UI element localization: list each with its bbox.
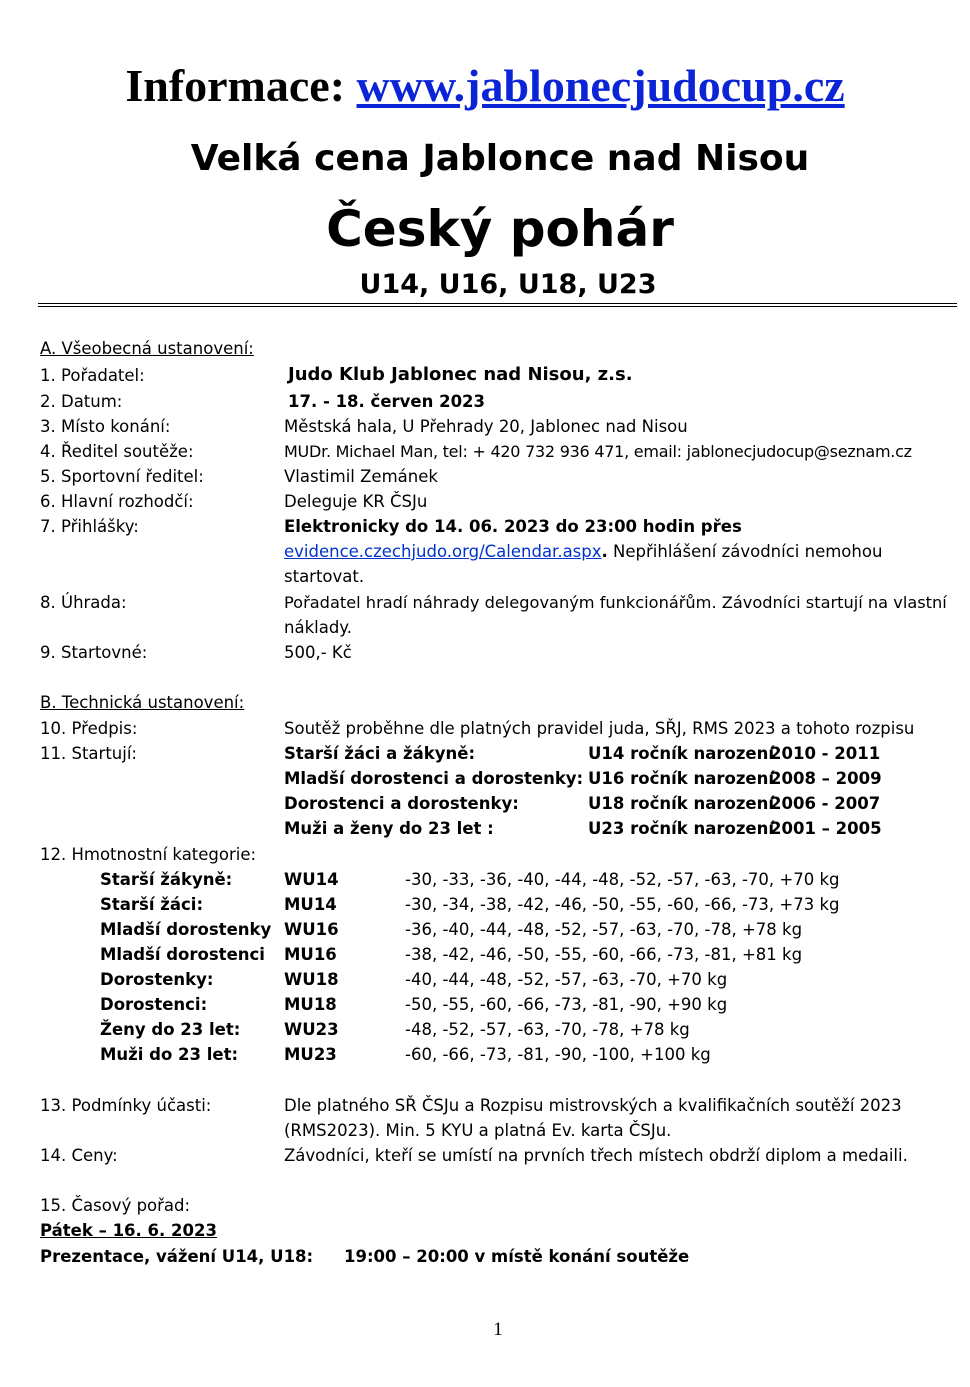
director-label: 4. Ředitel soutěže: [40, 442, 194, 461]
venue-label: 3. Místo konání: [40, 417, 171, 436]
weight-category-name: Mladší dorostenky [100, 920, 272, 939]
fee-value: 500,- Kč [284, 643, 352, 662]
participant-group: Mladší dorostenci a dorostenky: [284, 769, 584, 788]
weight-category-values: -36, -40, -44, -48, -52, -57, -63, -70, -78, +78 kg [405, 920, 803, 939]
conditions-label: 13. Podmínky účasti: [40, 1096, 212, 1115]
registration-line-2 [284, 539, 882, 564]
weight-category-name: Ženy do 23 let: [100, 1020, 241, 1039]
weight-category-values: -38, -42, -46, -50, -55, -60, -66, -73, -81, +81 kg [405, 945, 803, 964]
rules-value: Soutěž proběhne dle platných pravidel juda, SŘJ, RMS 2023 a tohoto rozpisu [284, 719, 915, 738]
registration-line-3: startovat. [284, 567, 365, 586]
registration-link[interactable]: evidence.czechjudo.org/Calendar.aspx [284, 542, 602, 561]
head-referee-value: Deleguje KR ČSJu [284, 492, 428, 511]
participant-years: 2008 – 2009 [770, 769, 882, 788]
schedule-day: Pátek – 16. 6. 2023 [40, 1221, 217, 1240]
info-heading [0, 58, 970, 114]
participant-group: Starší žáci a žákyně: [284, 744, 476, 763]
registration-value: Elektronicky do 14. 06. 2023 do 23:00 hodin přes [284, 517, 742, 536]
participant-category: U23 ročník narození [588, 819, 775, 838]
director-value: MUDr. Michael Man, tel: + 420 732 936 471, email: jablonecjudocup@seznam.cz [284, 442, 912, 461]
participant-category: U18 ročník narození [588, 794, 775, 813]
venue-value: Městská hala, U Přehrady 20, Jablonec nad Nisou [284, 417, 688, 436]
page-number: 1 [493, 1319, 503, 1340]
competition-subtitle: Český pohár [326, 200, 674, 258]
weight-category-name: Mladší dorostenci [100, 945, 265, 964]
rules-label: 10. Předpis: [40, 719, 138, 738]
fee-label: 9. Startovné: [40, 643, 148, 662]
weight-category-code: WU23 [284, 1020, 339, 1039]
conditions-value: Dle platného SŘ ČSJu a Rozpisu mistrovských a kvalifikačních soutěží 2023 [284, 1096, 902, 1115]
weight-category-name: Muži do 23 let: [100, 1045, 239, 1064]
organizer-value: Judo Klub Jablonec nad Nisou, z.s. [288, 364, 633, 385]
participant-category: U14 ročník narození [588, 744, 775, 763]
participants-label: 11. Startují: [40, 744, 137, 763]
divider-line-bottom [38, 306, 957, 307]
section-b-heading: B. Technická ustanovení: [40, 693, 245, 712]
prizes-value: Závodníci, kteří se umístí na prvních třech místech obdrží diplom a medaili. [284, 1146, 908, 1165]
participant-category: U16 ročník narození [588, 769, 775, 788]
payment-value-line-2: náklady. [284, 618, 352, 637]
weight-category-values: -30, -34, -38, -42, -46, -50, -55, -60, -66, -73, +73 kg [405, 895, 840, 914]
weight-category-code: WU18 [284, 970, 339, 989]
participant-years: 2010 - 2011 [770, 744, 881, 763]
participant-group: Muži a ženy do 23 let : [284, 819, 494, 838]
schedule-row-value: 19:00 – 20:00 v místě konání soutěže [344, 1247, 690, 1266]
weight-category-code: WU14 [284, 870, 339, 889]
prizes-label: 14. Ceny: [40, 1146, 118, 1165]
weight-category-name: Dorostenci: [100, 995, 208, 1014]
head-referee-label: 6. Hlavní rozhodčí: [40, 492, 194, 511]
registration-note: Nepřihlášení závodníci nemohou [607, 542, 883, 561]
schedule-label: 15. Časový pořad: [40, 1196, 191, 1215]
weight-category-name: Starší žákyně: [100, 870, 233, 889]
divider-line-top [38, 303, 957, 304]
competition-title: Velká cena Jablonce nad Nisou [190, 138, 810, 179]
weight-category-code: MU23 [284, 1045, 337, 1064]
participant-group: Dorostenci a dorostenky: [284, 794, 519, 813]
weight-category-code: MU18 [284, 995, 337, 1014]
weight-category-name: Dorostenky: [100, 970, 214, 989]
weight-category-code: MU14 [284, 895, 337, 914]
conditions-value-line-2: (RMS2023). Min. 5 KYU a platná Ev. karta ČSJu. [284, 1121, 672, 1140]
weight-category-name: Starší žáci: [100, 895, 204, 914]
sport-director-value: Vlastimil Zemánek [284, 467, 438, 486]
payment-label: 8. Úhrada: [40, 593, 127, 612]
participant-years: 2001 – 2005 [770, 819, 882, 838]
registration-link-period: . [601, 542, 608, 561]
weight-category-values: -40, -44, -48, -52, -57, -63, -70, +70 kg [405, 970, 728, 989]
sport-director-label: 5. Sportovní ředitel: [40, 467, 204, 486]
weight-category-values: -60, -66, -73, -81, -90, -100, +100 kg [405, 1045, 711, 1064]
weight-category-code: WU16 [284, 920, 339, 939]
registration-label: 7. Přihlášky: [40, 517, 139, 536]
payment-value: Pořadatel hradí náhrady delegovaným funkcionářům. Závodníci startují na vlastní [284, 593, 947, 612]
organizer-label: 1. Pořadatel: [40, 366, 145, 385]
participant-years: 2006 - 2007 [770, 794, 881, 813]
date-value: 17. - 18. červen 2023 [288, 392, 486, 411]
weight-category-values: -30, -33, -36, -40, -44, -48, -52, -57, -63, -70, +70 kg [405, 870, 840, 889]
weight-category-values: -50, -55, -60, -66, -73, -81, -90, +90 kg [405, 995, 728, 1014]
date-label: 2. Datum: [40, 392, 123, 411]
website-link[interactable]: www.jablonecjudocup.cz [356, 60, 845, 111]
info-label: Informace: [125, 60, 346, 111]
weight-category-values: -48, -52, -57, -63, -70, -78, +78 kg [405, 1020, 690, 1039]
weight-category-code: MU16 [284, 945, 337, 964]
age-categories: U14, U16, U18, U23 [359, 269, 657, 300]
section-a-heading: A. Všeobecná ustanovení: [40, 339, 254, 358]
schedule-row-label: Prezentace, vážení U14, U18: [40, 1247, 314, 1266]
weight-categories-label: 12. Hmotnostní kategorie: [40, 845, 257, 864]
